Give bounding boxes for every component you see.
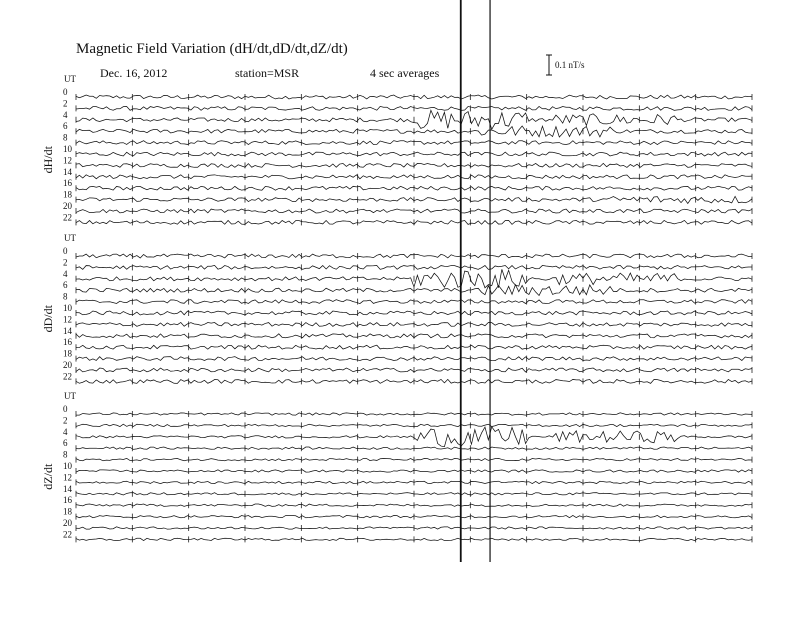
ut-label: UT (64, 74, 76, 84)
markers-layer (461, 0, 490, 562)
component-label: dH/dt (41, 146, 55, 174)
hour-label: 16 (63, 495, 72, 506)
hour-label: 0 (63, 87, 68, 97)
hour-label: 10 (63, 144, 72, 154)
hour-label: 8 (63, 291, 68, 302)
hour-label: 22 (63, 529, 72, 540)
ut-label: UT (64, 391, 76, 401)
hour-label: 22 (63, 212, 72, 223)
hour-label: 20 (63, 518, 72, 528)
hour-label: 20 (63, 360, 72, 370)
hour-label: 12 (63, 314, 72, 325)
hour-label: 2 (63, 98, 68, 109)
hour-label: 18 (63, 348, 72, 359)
hour-label: 14 (63, 325, 72, 336)
hour-label: 10 (63, 303, 72, 313)
hour-label: 0 (63, 246, 68, 256)
hour-label: 8 (63, 132, 68, 143)
component-label: dZ/dt (41, 463, 55, 490)
hour-label: 0 (63, 404, 68, 414)
hour-label: 18 (63, 506, 72, 517)
averaging-label: 4 sec averages (370, 66, 440, 80)
station-label: station=MSR (235, 66, 300, 80)
hour-label: 8 (63, 449, 68, 460)
scale-bar-label: 0.1 nT/s (555, 60, 585, 70)
panel-dZ-dt (41, 391, 752, 542)
hour-label: 12 (63, 155, 72, 166)
scale-bar (546, 55, 585, 75)
hour-label: 6 (63, 438, 68, 449)
hour-label: 14 (63, 483, 72, 494)
hour-label: 4 (63, 109, 68, 120)
chart-title: Magnetic Field Variation (dH/dt,dD/dt,dZ/dt) (76, 41, 348, 57)
hour-label: 16 (63, 178, 72, 189)
ut-label: UT (64, 233, 76, 243)
hour-label: 14 (63, 166, 72, 177)
hour-label: 10 (63, 461, 72, 471)
hour-label: 20 (63, 201, 72, 211)
hour-label: 2 (63, 257, 68, 268)
hour-label: 4 (63, 268, 68, 279)
hour-label: 2 (63, 415, 68, 426)
hour-label: 12 (63, 472, 72, 483)
panel-dH-dt (41, 74, 752, 225)
hour-label: 22 (63, 371, 72, 382)
hour-label: 4 (63, 426, 68, 437)
hour-label: 6 (63, 121, 68, 132)
panels-layer (41, 74, 752, 542)
hour-label: 16 (63, 337, 72, 348)
date-label: Dec. 16, 2012 (100, 66, 168, 80)
component-label: dD/dt (41, 305, 55, 333)
panel-dD-dt (41, 233, 752, 384)
hour-label: 18 (63, 189, 72, 200)
hour-label: 6 (63, 280, 68, 291)
